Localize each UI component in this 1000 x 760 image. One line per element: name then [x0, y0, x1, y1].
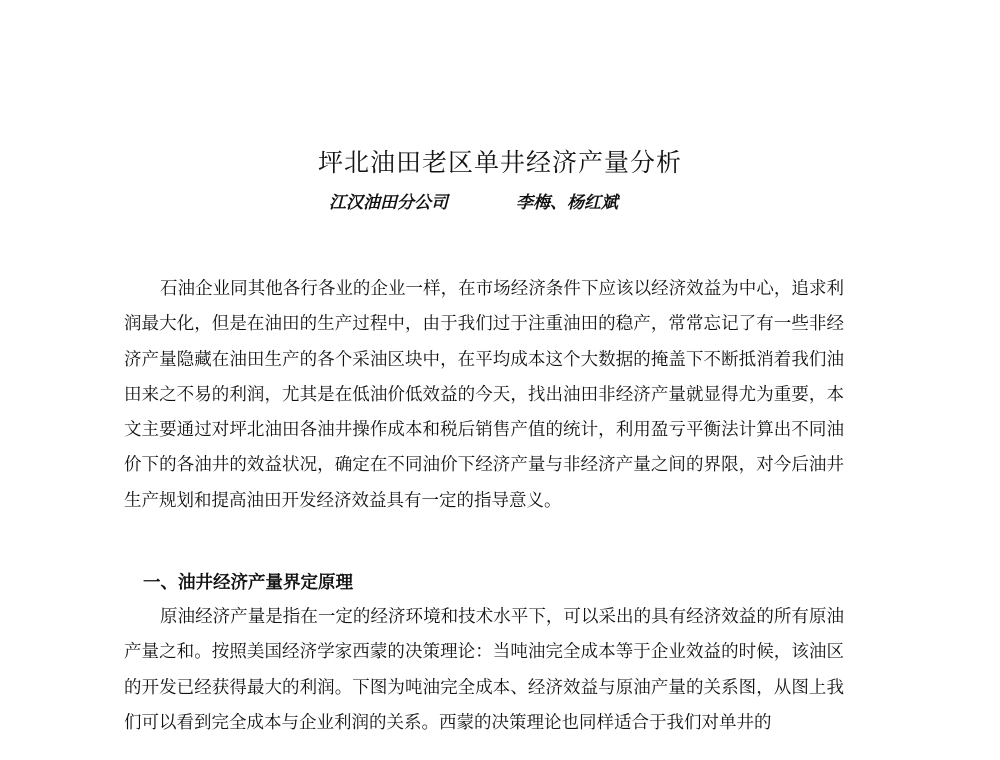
document-title: 坪北油田老区单井经济产量分析 — [317, 148, 682, 177]
author-names: 李梅、杨红斌 — [516, 193, 618, 213]
section-heading: 一、油井经济产量界定原理 — [143, 573, 353, 593]
intro-paragraph: 石油企业同其他各行各业的企业一样，在市场经济条件下应该以经济效益为中心，追求利润最大化，但是在油田的生产过程中，由于我们过于注重油田的稳产，常常忘记了有一些非经济产量隐藏在油田生产的各个采油区块中，在平均成本这个大数据的掩盖下不断抵消着我们油田来之不易的利润，尤其是在低油价低效益的今天，找出油田非经济产量就显得尤为重要，本文主要通过对坪北油田各油井操作成本和税后销售产值的统计，利用盈亏平衡法计算出不同油价下的各油井的效益状况，确定在不同油价下经济产量与非经济产量之间的界限，对今后油井生产规划和提高油田开发经济效益具有一定的指导意义。 — [124, 279, 844, 511]
author-organization: 江汉油田分公司 — [329, 193, 448, 213]
body-paragraph: 原油经济产量是指在一定的经济环境和技术水平下，可以采出的具有经济效益的所有原油产量之和。按照美国经济学家西蒙的决策理论：当吨油完全成本等于企业效益的时候，该油区的开发已经获得最大的利润。下图为吨油完全成本、经济效益与原油产量的关系图，从图上我们可以看到完全成本与企业利润的关系。西蒙的决策理论也同样适合于我们对单井的 — [124, 607, 844, 733]
